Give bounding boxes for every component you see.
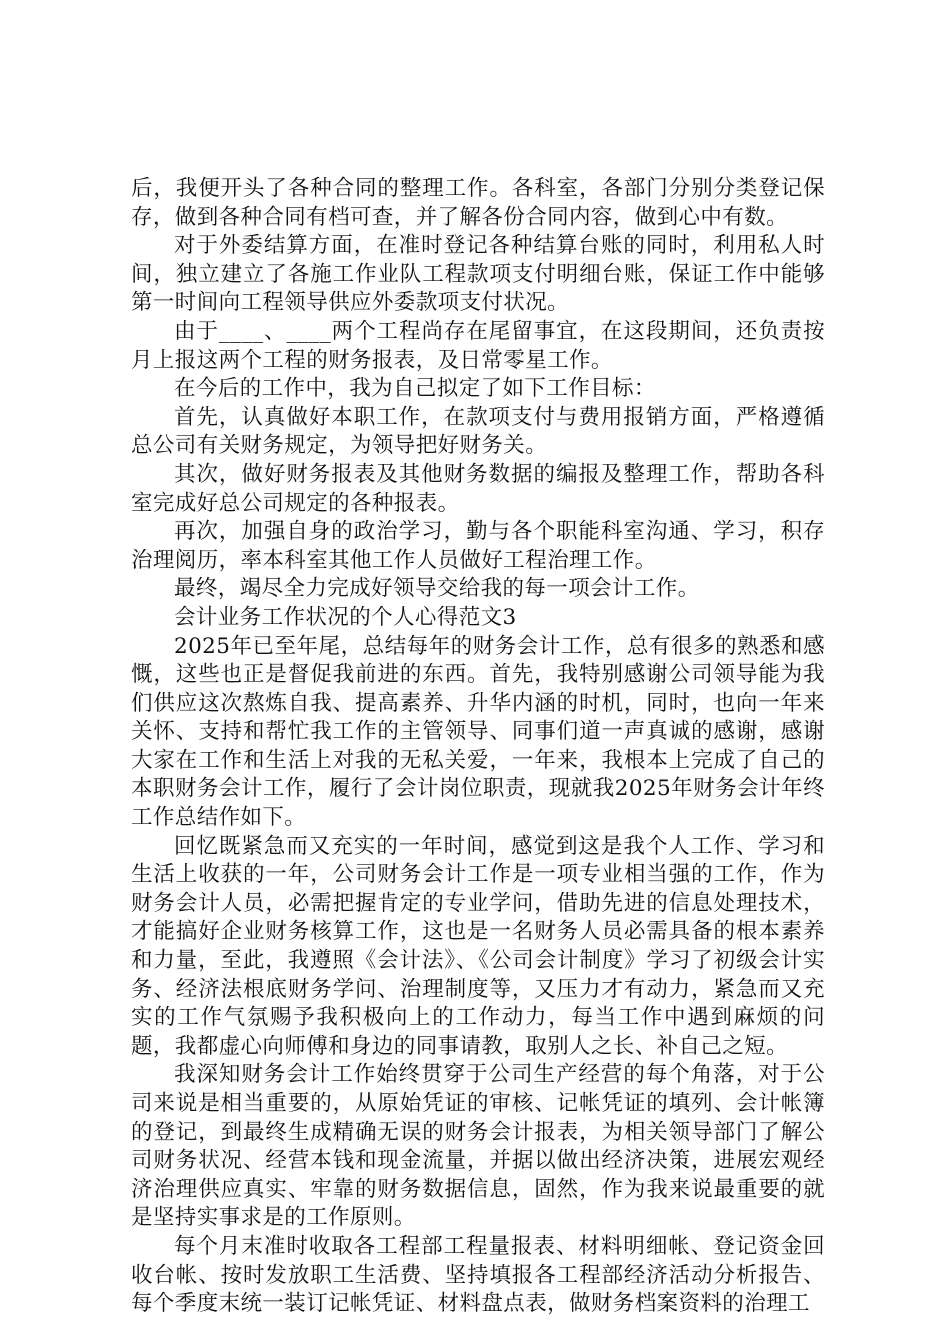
document-body — [131, 175, 825, 1319]
paragraph: 其次，做好财务报表及其他财务数据的编报及整理工作，帮助各科室完成好总公司规定的各种报表。 — [131, 461, 825, 516]
paragraph: 后，我便开头了各种合同的整理工作。各科室，各部门分别分类登记保存，做到各种合同有档可查，并了解各份合同内容，做到心中有数。 — [131, 176, 825, 230]
paragraph: 回忆既紧急而又充实的一年时间，感觉到这是我个人工作、学习和生活上收获的一年，公司财务会计工作是一项专业相当强的工作，作为财务会计人员，必需把握肯定的专业学问，借助先进的信息处理技术，才能搞好企业财务核算工作，这也是一名财务人员必需具备的根本素养和力量，至此，我遵照《会计法》、《公司会计制度》学习了初级会计实务、经济法根底财务学问、治理制度等，又压力才有动力，紧急而又充实的工作气氛赐予我积极向上的工作动力，每当工作中遇到麻烦的问题，我都虚心向师傅和身边的同事请教，取别人之长、补自己之短。 — [131, 833, 825, 1059]
paragraph: 我深知财务会计工作始终贯穿于公司生产经营的每个角落，对于公司来说是相当重要的，从原始凭证的审核、记帐凭证的填列、会计帐簿的登记，到最终生成精确无误的财务会计报表，为相关领导部门了解公司财务状况、经营本钱和现金流量，并据以做出经济决策，进展宏观经济治理供应真实、牢靠的财务数据信息，固然，作为我来说最重要的就是坚持实事求是的工作原则。 — [131, 1062, 825, 1231]
paragraph: 首先，认真做好本职工作，在款项支付与费用报销方面，严格遵循总公司有关财务规定，为领导把好财务关。 — [131, 404, 825, 459]
paragraph: 每个月末准时收取各工程部工程量报表、材料明细帐、登记资金回收台帐、按时发放职工生活费、坚持填报各工程部经济活动分析报告、每个季度末统一装订记帐凭证、材料盘点表，做财务档案资料的治理工 — [131, 1233, 825, 1317]
paragraph: 由于____、____两个工程尚存在尾留事宜，在这段期间，还负责按月上报这两个工程的财务报表，及日常零星工作。 — [131, 318, 825, 373]
paragraph: 在今后的工作中，我为自己拟定了如下工作目标： — [174, 376, 656, 402]
paragraph: 最终，竭尽全力完成好领导交给我的每一项会计工作。 — [174, 576, 700, 602]
paragraph: 对于外委结算方面，在准时登记各种结算台账的同时，利用私人时间，独立建立了各施工作业队工程款项支付明细台账，保证工作中能够第一时间向工程领导供应外委款项支付状况。 — [131, 233, 825, 316]
paragraph: 2025年已至年尾，总结每年的财务会计工作，总有很多的熟悉和感慨，这些也正是督促我前进的东西。首先，我特别感谢公司领导能为我们供应这次熬炼自我、提高素养、升华内涵的时机，同时，也向一年来关怀、支持和帮忙我工作的主管领导、同事们道一声真诚的感谢，感谢大家在工作和生活上对我的无私关爱，一年来，我根本上完成了自己的本职财务会计工作，履行了会计岗位职责，现就我2025年财务会计年终工作总结作如下。 — [131, 633, 825, 831]
paragraph: 再次，加强自身的政治学习，勤与各个职能科室沟通、学习，积存治理阅历，率本科室其他工作人员做好工程治理工作。 — [131, 519, 825, 573]
section-heading: 会计业务工作状况的个人心得范文3 — [174, 604, 517, 630]
